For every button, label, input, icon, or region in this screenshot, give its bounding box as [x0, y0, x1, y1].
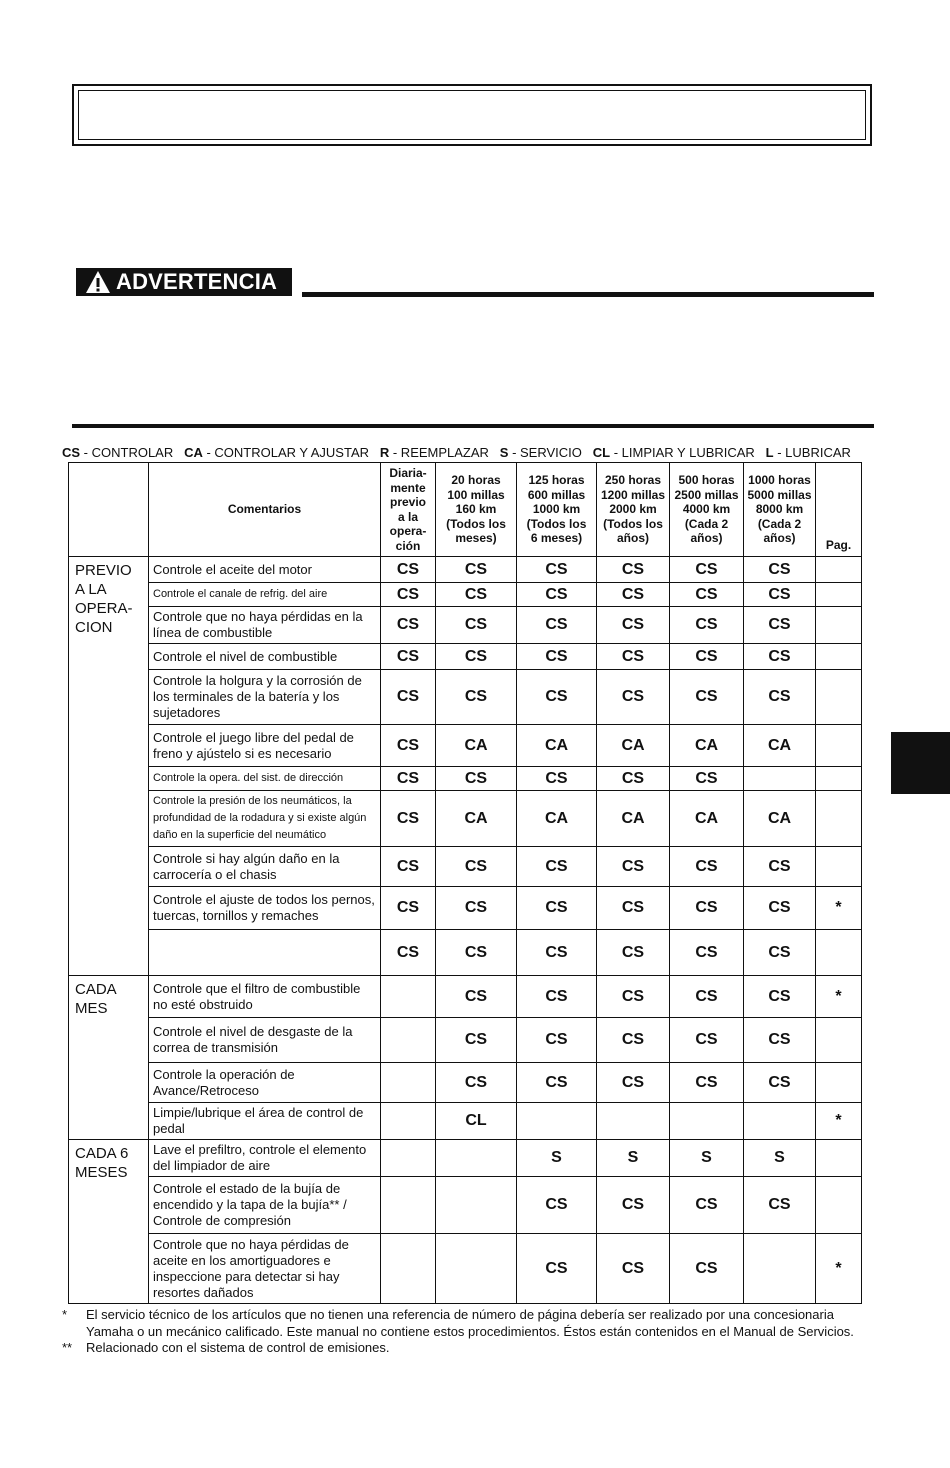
footnote-text: El servicio técnico de los artículos que no tienen una referencia de número de página debería ser realizado por una concesionaria Yamaha o un mecánico calificado. Este manual no contiene estos procedimientos. Éstos están contenidos en el Manual de Servicios.: [86, 1307, 854, 1339]
interval-value: [597, 1103, 670, 1140]
header-category: [69, 463, 149, 557]
page-ref: [816, 607, 862, 644]
interval-value: CS: [436, 607, 517, 644]
table-row: [69, 725, 862, 767]
header-line: 20 horas: [451, 473, 501, 488]
section-rule: [72, 424, 874, 428]
warning-banner: [76, 268, 292, 296]
legend-text: - CONTROLAR Y AJUSTAR: [202, 445, 370, 460]
interval-value: CS: [744, 976, 816, 1018]
interval-value: CS: [670, 670, 744, 725]
header-line: (Todos los: [603, 516, 663, 531]
interval-value: CS: [744, 887, 816, 930]
table-row: [69, 930, 862, 976]
interval-value: CS: [517, 670, 597, 725]
interval-value: [436, 1234, 517, 1304]
row-description: Controle que no haya pérdidas de aceite en los amortiguadores e inspeccione para detectar si hay resortes dañados: [149, 1234, 381, 1304]
header-line: 500 horas: [678, 473, 735, 488]
page-ref: [816, 791, 862, 847]
table-row: [69, 644, 862, 670]
table-row: [69, 1063, 862, 1103]
interval-value: CS: [381, 557, 436, 583]
page-ref: *: [816, 976, 862, 1018]
header-500h: [670, 463, 744, 557]
interval-value: CS: [670, 767, 744, 791]
header-1000h: [744, 463, 816, 557]
page-ref: *: [816, 1234, 862, 1304]
interval-value: CS: [597, 930, 670, 976]
interval-value: CS: [381, 725, 436, 767]
header-125h: [517, 463, 597, 557]
table-row: [69, 583, 862, 607]
page-ref: [816, 930, 862, 976]
row-description: Controle si hay algún daño en la carrocería o el chasis: [149, 847, 381, 887]
maintenance-table: [68, 462, 862, 1304]
page-ref: [816, 644, 862, 670]
header-line: años): [690, 531, 723, 546]
interval-value: [381, 1018, 436, 1063]
interval-value: CS: [436, 1063, 517, 1103]
header-line: 4000 km: [682, 502, 731, 517]
interval-value: CS: [597, 1018, 670, 1063]
interval-value: CS: [517, 1177, 597, 1234]
interval-value: S: [517, 1140, 597, 1177]
interval-value: [670, 1103, 744, 1140]
header-daily: [381, 463, 436, 557]
interval-value: CS: [517, 847, 597, 887]
header-line: 1000 km: [532, 502, 581, 517]
interval-value: CL: [436, 1103, 517, 1140]
header-line: previo: [389, 495, 426, 509]
interval-value: CS: [517, 930, 597, 976]
header-line: Diaria-: [389, 466, 427, 480]
header-line: 5000 millas: [747, 487, 812, 502]
header-line: ción: [395, 538, 421, 553]
legend-text: - CONTROLAR: [80, 445, 174, 460]
header-line: 6 meses): [530, 531, 583, 546]
interval-value: CS: [381, 607, 436, 644]
interval-value: S: [744, 1140, 816, 1177]
legend-code: R: [379, 445, 390, 460]
header-line: 160 km: [455, 502, 497, 517]
interval-value: [436, 1177, 517, 1234]
legend-text: - SERVICIO: [508, 445, 582, 460]
legend: [62, 445, 872, 460]
interval-value: CA: [597, 725, 670, 767]
header-line: a la: [397, 509, 418, 524]
interval-value: CS: [517, 607, 597, 644]
table-row: [69, 670, 862, 725]
header-line: 1200 millas: [600, 487, 666, 502]
interval-value: CS: [436, 887, 517, 930]
legend-code: CS: [62, 445, 81, 460]
interval-value: CS: [517, 1234, 597, 1304]
interval-value: CS: [517, 557, 597, 583]
row-description: Controle el aceite del motor: [149, 557, 381, 583]
interval-value: CA: [670, 791, 744, 847]
interval-value: [744, 767, 816, 791]
header-line: 2500 millas: [674, 487, 739, 502]
row-description: Controle el estado de la bujía de encendido y la tapa de la bujía** / Controle de compresión: [149, 1177, 381, 1234]
category-line: CION: [75, 619, 113, 636]
page-ref: [816, 725, 862, 767]
table-row: [69, 791, 862, 847]
interval-value: CS: [744, 644, 816, 670]
interval-value: CS: [381, 644, 436, 670]
interval-value: S: [670, 1140, 744, 1177]
legend-text: - LUBRICAR: [773, 445, 851, 460]
page-ref: [816, 767, 862, 791]
row-description: [149, 930, 381, 976]
row-description: Controle que no haya pérdidas en la línea de combustible: [149, 607, 381, 644]
interval-value: CA: [597, 791, 670, 847]
table-row: [69, 847, 862, 887]
interval-value: CS: [670, 1018, 744, 1063]
row-description: Controle la opera. del sist. de dirección: [149, 767, 381, 791]
header-line: (Cada 2: [684, 516, 729, 531]
page-ref: [816, 1140, 862, 1177]
interval-value: CS: [517, 767, 597, 791]
legend-code: CL: [592, 445, 611, 460]
table-row: [69, 1018, 862, 1063]
interval-value: CA: [670, 725, 744, 767]
interval-value: CS: [670, 644, 744, 670]
interval-value: CS: [670, 607, 744, 644]
table-row: [69, 976, 862, 1018]
page-ref: [816, 557, 862, 583]
interval-value: CA: [436, 725, 517, 767]
section-tab: [891, 732, 950, 794]
interval-value: [381, 1234, 436, 1304]
row-description: Limpie/lubrique el área de control de pedal: [149, 1103, 381, 1140]
legend-code: L: [765, 445, 774, 460]
table-row: [69, 1177, 862, 1234]
category-line: A LA: [75, 581, 107, 598]
category-line: CADA: [75, 981, 117, 998]
title-box: [72, 84, 872, 146]
interval-value: CS: [381, 791, 436, 847]
page-ref: [816, 1063, 862, 1103]
interval-value: CS: [597, 583, 670, 607]
table-row: [69, 1103, 862, 1140]
interval-value: CS: [744, 1018, 816, 1063]
interval-value: S: [597, 1140, 670, 1177]
page-ref: [816, 847, 862, 887]
interval-value: CA: [744, 791, 816, 847]
interval-value: CS: [381, 847, 436, 887]
warning-rule: [302, 292, 874, 297]
interval-value: CS: [597, 767, 670, 791]
page-ref: [816, 670, 862, 725]
header-line: 1000 horas: [748, 473, 811, 488]
row-description: Controle la operación de Avance/Retroceso: [149, 1063, 381, 1103]
interval-value: CS: [381, 930, 436, 976]
footnote-mark: *: [62, 1307, 68, 1322]
interval-value: CA: [517, 791, 597, 847]
legend-text: - LIMPIAR Y LUBRICAR: [610, 445, 755, 460]
footnote: [62, 1307, 862, 1340]
interval-value: CS: [670, 557, 744, 583]
interval-value: [744, 1234, 816, 1304]
header-line: (Todos los: [446, 516, 506, 531]
header-line: (Cada 2: [757, 516, 802, 531]
header-line: años): [616, 531, 649, 546]
row-description: Controle el ajuste de todos los pernos, tuercas, tornillos y remaches: [149, 887, 381, 930]
interval-value: CA: [436, 791, 517, 847]
category-line: MES: [75, 1000, 108, 1017]
footnote-mark: **: [62, 1340, 73, 1355]
header-line: 250 horas: [604, 473, 662, 488]
header-line: mente: [390, 480, 426, 495]
interval-value: CS: [517, 1018, 597, 1063]
interval-value: CS: [670, 930, 744, 976]
legend-code: S: [499, 445, 509, 460]
interval-value: CS: [597, 976, 670, 1018]
interval-value: CA: [517, 725, 597, 767]
warning-triangle-icon: [84, 268, 112, 296]
page-ref: *: [816, 887, 862, 930]
interval-value: CS: [381, 887, 436, 930]
interval-value: [517, 1103, 597, 1140]
row-description: Controle la presión de los neumáticos, la profundidad de la rodadura y si existe algún daño en la superficie del neumático: [149, 791, 381, 847]
header-line: 100 millas: [447, 487, 505, 502]
interval-value: CS: [744, 930, 816, 976]
table-row: [69, 1140, 862, 1177]
table-row: [69, 767, 862, 791]
header-20h: [436, 463, 517, 557]
interval-value: CS: [744, 670, 816, 725]
row-description: Controle que el filtro de combustible no esté obstruido: [149, 976, 381, 1018]
page-ref: [816, 583, 862, 607]
interval-value: CS: [670, 887, 744, 930]
interval-value: CS: [517, 583, 597, 607]
row-description: Controle la holgura y la corrosión de los terminales de la batería y los sujetadores: [149, 670, 381, 725]
row-description: Controle el juego libre del pedal de freno y ajústelo si es necesario: [149, 725, 381, 767]
interval-value: [436, 1140, 517, 1177]
warning-label: ADVERTENCIA: [116, 269, 278, 294]
interval-value: CS: [517, 1063, 597, 1103]
header-line: 600 millas: [527, 487, 586, 502]
interval-value: [381, 1063, 436, 1103]
header-line: meses): [455, 531, 497, 546]
interval-value: [381, 1140, 436, 1177]
header-250h: [597, 463, 670, 557]
header-pag: Pag.: [816, 463, 862, 557]
header-line: (Todos los: [526, 516, 587, 531]
legend-code: CA: [184, 445, 203, 460]
interval-value: CS: [744, 607, 816, 644]
interval-value: CS: [670, 583, 744, 607]
interval-value: CS: [597, 887, 670, 930]
footnote-text: Relacionado con el sistema de control de emisiones.: [86, 1340, 390, 1355]
row-description: Controle el canale de refrig. del aire: [149, 583, 381, 607]
interval-value: CS: [436, 847, 517, 887]
interval-value: CS: [381, 670, 436, 725]
interval-value: CS: [436, 976, 517, 1018]
header-row: [69, 463, 862, 557]
interval-value: [381, 976, 436, 1018]
category-cell: [69, 557, 149, 976]
interval-value: CS: [670, 847, 744, 887]
interval-value: CS: [436, 670, 517, 725]
table-row: [69, 1234, 862, 1304]
interval-value: [381, 1103, 436, 1140]
category-line: OPERA-: [75, 600, 133, 617]
header-comments: Comentarios: [149, 463, 381, 557]
footnote: [62, 1340, 862, 1357]
header-line: 125 horas: [528, 473, 585, 488]
page-ref: [816, 1018, 862, 1063]
header-line: 8000 km: [755, 502, 804, 517]
table-row: [69, 607, 862, 644]
interval-value: CS: [517, 976, 597, 1018]
interval-value: CS: [744, 1063, 816, 1103]
interval-value: CS: [436, 1018, 517, 1063]
header-line: opera-: [389, 524, 427, 538]
interval-value: CS: [744, 557, 816, 583]
interval-value: CS: [436, 930, 517, 976]
category-line: CADA 6: [75, 1145, 129, 1162]
interval-value: CS: [597, 1177, 670, 1234]
interval-value: CS: [670, 1177, 744, 1234]
footnotes: [62, 1307, 862, 1357]
interval-value: CS: [744, 583, 816, 607]
row-description: Controle el nivel de desgaste de la correa de transmisión: [149, 1018, 381, 1063]
page-ref: [816, 1177, 862, 1234]
category-cell: [69, 1140, 149, 1304]
category-line: MESES: [75, 1164, 128, 1181]
row-description: Controle el nivel de combustible: [149, 644, 381, 670]
category-line: PREVIO: [75, 562, 132, 579]
page-ref: *: [816, 1103, 862, 1140]
interval-value: CS: [597, 847, 670, 887]
interval-value: CS: [436, 583, 517, 607]
interval-value: CS: [597, 1234, 670, 1304]
interval-value: CS: [744, 847, 816, 887]
interval-value: CS: [517, 887, 597, 930]
interval-value: CS: [670, 976, 744, 1018]
table-row: [69, 887, 862, 930]
interval-value: CS: [381, 583, 436, 607]
interval-value: [381, 1177, 436, 1234]
interval-value: CS: [597, 644, 670, 670]
row-description: Lave el prefiltro, controle el elemento del limpiador de aire: [149, 1140, 381, 1177]
interval-value: CS: [597, 670, 670, 725]
interval-value: CS: [670, 1234, 744, 1304]
interval-value: CS: [597, 607, 670, 644]
legend-text: - REEMPLAZAR: [389, 445, 489, 460]
interval-value: CS: [744, 1177, 816, 1234]
interval-value: CS: [670, 1063, 744, 1103]
interval-value: CA: [744, 725, 816, 767]
interval-value: CS: [597, 1063, 670, 1103]
interval-value: CS: [381, 767, 436, 791]
header-line: 2000 km: [609, 502, 657, 517]
header-line: años): [763, 531, 796, 546]
interval-value: [744, 1103, 816, 1140]
interval-value: CS: [517, 644, 597, 670]
interval-value: CS: [597, 557, 670, 583]
table-row: [69, 557, 862, 583]
interval-value: CS: [436, 557, 517, 583]
interval-value: CS: [436, 767, 517, 791]
category-cell: [69, 976, 149, 1140]
interval-value: CS: [436, 644, 517, 670]
